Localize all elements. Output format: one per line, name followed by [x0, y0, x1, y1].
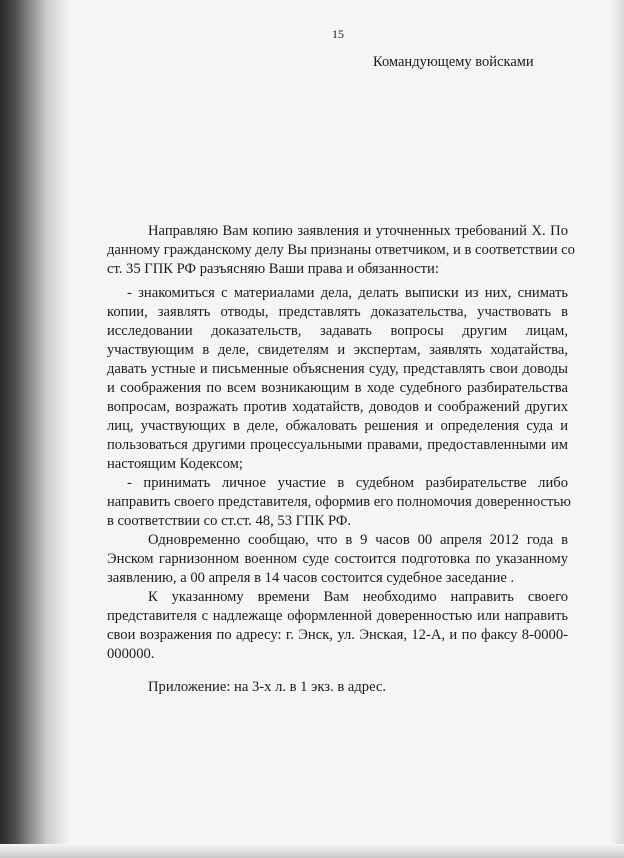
text-line: - знакомиться с материалами дела, делать выписки из них, снимать	[127, 285, 568, 301]
paragraph	[107, 588, 568, 664]
addressee: Командующему войсками	[373, 54, 534, 70]
text-line: в соответствии со ст.ст. 48, 53 ГПК РФ.	[107, 513, 352, 529]
text-line: участвующим в деле, свидетелям и экспертам, заявлять ходатайства,	[107, 342, 568, 358]
text-line: К указанному времени Вам необходимо направить своего	[148, 589, 568, 605]
scan-shadow-right	[610, 0, 624, 858]
scan-shadow-bottom	[0, 844, 624, 858]
text-line: направить своего представителя, оформив его полномочия доверенностью	[107, 494, 571, 510]
text-line: Приложение: на 3-х л. в 1 экз. в адрес.	[148, 679, 387, 695]
text-line: давать устные и письменные объяснения суду, представлять свои доводы	[107, 361, 568, 377]
text-line: - принимать личное участие в судебном разбирательстве либо	[127, 475, 568, 491]
text-line: лиц, участвующих в деле, обжаловать решения и определения суда и	[107, 418, 568, 434]
text-line: Энском гарнизонном военном суде состоится подготовка по указанному	[107, 551, 568, 567]
text-line: копии, заявлять отводы, представлять доказательства, участвовать в	[107, 304, 568, 320]
text-line: вопросам, возражать против ходатайств, доводов и соображений других	[107, 399, 568, 415]
paragraph	[107, 474, 571, 531]
text-line: свои возражения по адресу: г. Энск, ул. Энская, 12-А, и по факсу 8-0000-	[107, 627, 568, 643]
text-line: данному гражданскому делу Вы признаны ответчиком, и в соответствии со	[107, 242, 575, 258]
text-line: представителя с надлежаще оформленной доверенностью или направить	[107, 608, 568, 624]
paragraph	[107, 531, 568, 588]
text-line: и соображения по всем возникающим в ходе судебного разбирательства	[107, 380, 568, 396]
scan-shadow-left	[0, 0, 70, 858]
text-line: настоящим Кодексом;	[107, 456, 243, 472]
text-line: исследовании доказательств, задавать вопросы другим лицам,	[107, 323, 568, 339]
paragraph	[107, 678, 568, 697]
text-line: 000000.	[107, 646, 155, 662]
text-line: Направляю Вам копию заявления и уточненных требований Х. По	[148, 223, 568, 239]
text-line: ст. 35 ГПК РФ разъясняю Ваши права и обязанности:	[107, 261, 439, 277]
paragraph	[107, 284, 568, 474]
text-line: заявлению, а 00 апреля в 14 часов состоится судебное заседание .	[107, 570, 515, 586]
letter-body	[107, 222, 575, 697]
page-number: 15	[332, 27, 344, 41]
text-line: пользоваться другими процессуальными правами, предоставленными им	[107, 437, 568, 453]
text-line: Одновременно сообщаю, что в 9 часов 00 апреля 2012 года в	[148, 532, 568, 548]
paragraph	[107, 222, 575, 279]
